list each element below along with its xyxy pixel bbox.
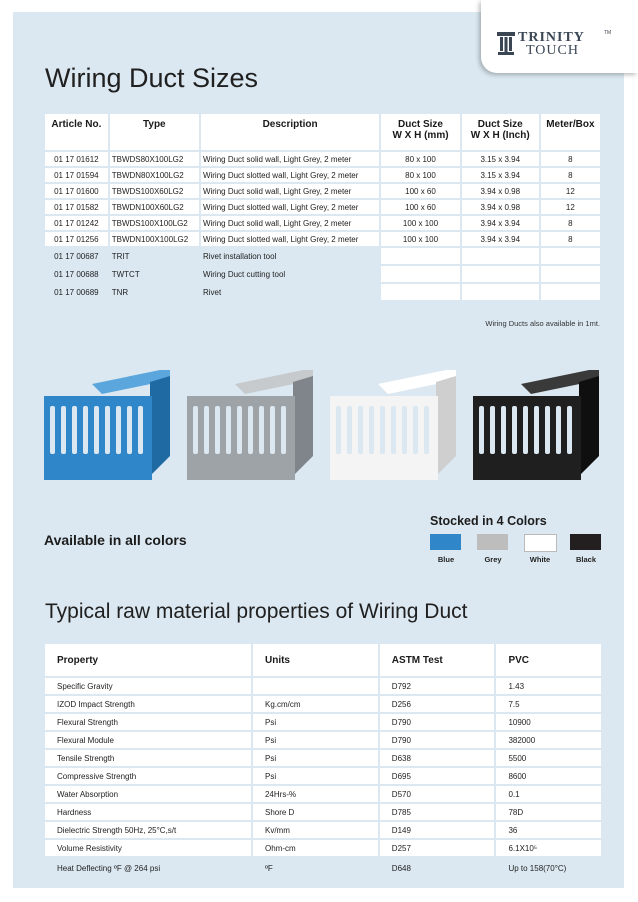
sizes-header-text: W X H (mm) <box>392 130 449 141</box>
brand-line1: TRINITY <box>518 30 585 45</box>
duct-black <box>473 370 599 480</box>
color-swatch-label: Grey <box>484 555 502 564</box>
sizes-cell: Wiring Duct solid wall, Light Grey, 2 meter <box>201 216 379 230</box>
props-row <box>45 822 601 838</box>
props-cell: 24Hrs-% <box>253 786 378 802</box>
trademark: TM <box>604 30 612 36</box>
props-cell: Compressive Strength <box>45 768 251 784</box>
props-cell: Psi <box>253 750 378 766</box>
sizes-table <box>43 112 602 302</box>
sizes-row <box>45 184 600 198</box>
sizes-cell: 01 17 00689 <box>54 287 99 297</box>
sizes-row <box>45 168 600 182</box>
props-cell: Volume Resistivity <box>45 840 251 856</box>
props-cell: ºF <box>264 863 273 873</box>
sizes-cell <box>381 266 459 282</box>
brand-line2: TOUCH <box>526 43 579 58</box>
sizes-cell: 8 <box>541 152 600 166</box>
sizes-cell: 01 17 01242 <box>45 216 108 230</box>
props-header-row <box>45 644 601 676</box>
props-row <box>45 678 601 694</box>
sizes-cell: Wiring Duct slotted wall, Light Grey, 2 meter <box>201 200 379 214</box>
sizes-cell: 3.15 x 3.94 <box>462 152 539 166</box>
sizes-cell <box>541 284 600 300</box>
sizes-row <box>45 248 600 264</box>
color-swatch-white <box>524 534 557 552</box>
color-swatch-label: White <box>529 555 551 564</box>
sizes-cell <box>462 284 539 300</box>
sizes-cell <box>381 284 459 300</box>
props-cell: D792 <box>380 678 495 694</box>
props-cell: Psi <box>253 768 378 784</box>
props-cell: Specific Gravity <box>45 678 251 694</box>
sizes-cell: 01 17 00687 <box>54 251 99 261</box>
sizes-cell: TBWDN80X100LG2 <box>110 168 199 182</box>
props-cell: Kv/mm <box>253 822 378 838</box>
duct-white <box>330 370 456 480</box>
sizes-cell: 80 x 100 <box>381 152 459 166</box>
sizes-header-cell <box>462 114 539 150</box>
sizes-header-text: Meter/Box <box>546 119 595 130</box>
sizes-cell: Wiring Duct solid wall, Light Grey, 2 meter <box>201 152 379 166</box>
sizes-row <box>45 232 600 246</box>
sizes-cell: TRIT <box>111 251 130 261</box>
stocked-colors-heading: Stocked in 4 Colors <box>430 514 547 528</box>
sizes-cell <box>541 266 600 282</box>
props-header-cell: Units <box>253 644 378 676</box>
props-row <box>45 750 601 766</box>
sizes-header-cell <box>110 114 199 150</box>
duct-illustrations <box>30 366 610 496</box>
props-cell: 10900 <box>496 714 601 730</box>
sizes-cell: 8 <box>541 168 600 182</box>
props-cell: Water Absorption <box>45 786 251 802</box>
sizes-header-text: Type <box>143 119 166 130</box>
sizes-cell: TBWDS100X100LG2 <box>110 216 199 230</box>
props-cell: D695 <box>380 768 495 784</box>
sizes-header-cell <box>201 114 379 150</box>
page-title: Wiring Duct Sizes <box>45 63 259 93</box>
sizes-header-text: Duct Size <box>477 119 523 130</box>
sizes-cell: 100 x 60 <box>381 184 459 198</box>
sizes-cell: 01 17 01594 <box>45 168 108 182</box>
sizes-cell: 12 <box>541 184 600 198</box>
props-cell: 78D <box>496 804 601 820</box>
props-cell: Flexural Strength <box>45 714 251 730</box>
props-row <box>45 858 601 878</box>
props-cell: 5500 <box>496 750 601 766</box>
props-row <box>45 696 601 712</box>
sizes-cell: TBWDS100X60LG2 <box>110 184 199 198</box>
sizes-cell: TBWDN100X60LG2 <box>110 200 199 214</box>
sizes-cell <box>462 248 539 264</box>
props-cell: Shore D <box>253 804 378 820</box>
props-cell: 6.1X10⁵ <box>496 840 601 856</box>
props-cell: Psi <box>253 732 378 748</box>
props-cell: D790 <box>380 714 495 730</box>
sizes-cell <box>462 266 539 282</box>
properties-table <box>43 642 603 880</box>
props-cell: 7.5 <box>496 696 601 712</box>
sizes-header-cell <box>381 114 459 150</box>
availability-note: Wiring Ducts also available in 1mt. <box>485 319 600 328</box>
sizes-cell <box>381 248 459 264</box>
props-cell: D638 <box>380 750 495 766</box>
props-cell: IZOD Impact Strength <box>45 696 251 712</box>
sizes-row <box>45 216 600 230</box>
sizes-row <box>45 284 600 300</box>
props-cell <box>253 678 378 694</box>
color-swatch-grey <box>477 534 508 550</box>
props-cell: Hardness <box>45 804 251 820</box>
sizes-cell: TBWDN100X100LG2 <box>110 232 199 246</box>
sizes-cell: Rivet <box>202 287 222 297</box>
props-cell: 382000 <box>496 732 601 748</box>
sizes-cell: 01 17 00688 <box>54 269 99 279</box>
props-row <box>45 714 601 730</box>
sizes-header-text: Duct Size <box>397 119 443 130</box>
props-cell: D257 <box>380 840 495 856</box>
sizes-cell: 01 17 01256 <box>45 232 108 246</box>
sizes-cell: TBWDS80X100LG2 <box>110 152 199 166</box>
sizes-cell: 80 x 100 <box>381 168 459 182</box>
props-cell: D648 <box>391 863 411 873</box>
color-swatch-label: Blue <box>437 555 455 564</box>
props-cell: Kg.cm/cm <box>253 696 378 712</box>
props-row <box>45 840 601 856</box>
props-header-cell: PVC <box>496 644 601 676</box>
sizes-cell: 3.94 x 3.94 <box>462 232 539 246</box>
props-cell: D785 <box>380 804 495 820</box>
sizes-cell: Wiring Duct cutting tool <box>202 269 286 279</box>
props-cell: 36 <box>496 822 601 838</box>
sizes-header-cell <box>45 114 108 150</box>
props-header-cell: ASTM Test <box>380 644 495 676</box>
sizes-row <box>45 266 600 282</box>
sizes-cell: 3.94 x 0.98 <box>462 184 539 198</box>
sizes-cell: Wiring Duct slotted wall, Light Grey, 2 meter <box>201 168 379 182</box>
color-swatch-blue <box>430 534 461 550</box>
sizes-cell: 3.15 x 3.94 <box>462 168 539 182</box>
props-cell: Flexural Module <box>45 732 251 748</box>
sizes-cell: 01 17 01612 <box>45 152 108 166</box>
props-cell: Heat Deflecting ºF @ 264 psi <box>57 863 161 873</box>
sizes-cell: 8 <box>541 232 600 246</box>
props-row <box>45 804 601 820</box>
sizes-header-text: Article No. <box>51 119 102 130</box>
sizes-header-cell <box>541 114 600 150</box>
color-swatch-black <box>570 534 601 550</box>
sizes-header-text: W X H (Inch) <box>470 130 530 141</box>
props-cell: Tensile Strength <box>45 750 251 766</box>
sizes-header-row <box>45 114 600 150</box>
sizes-cell: 12 <box>541 200 600 214</box>
props-cell: 8600 <box>496 768 601 784</box>
props-header-cell: Property <box>45 644 251 676</box>
available-colors-heading: Available in all colors <box>44 532 187 548</box>
props-cell: Dielectric Strength 50Hz, 25°C,s/t <box>45 822 251 838</box>
props-row <box>45 768 601 784</box>
sizes-cell: 3.94 x 0.98 <box>462 200 539 214</box>
sizes-cell: TWTCT <box>111 269 140 279</box>
duct-blue <box>44 370 170 480</box>
props-cell: D790 <box>380 732 495 748</box>
props-cell: D149 <box>380 822 495 838</box>
brand-logo-icon <box>496 31 516 57</box>
sizes-cell: 01 17 01582 <box>45 200 108 214</box>
sizes-cell: Wiring Duct solid wall, Light Grey, 2 meter <box>201 184 379 198</box>
sizes-cell: 3.94 x 3.94 <box>462 216 539 230</box>
sizes-cell <box>541 248 600 264</box>
props-cell: 1.43 <box>496 678 601 694</box>
sizes-row <box>45 152 600 166</box>
sizes-cell: Rivet installation tool <box>202 251 277 261</box>
sizes-cell: 8 <box>541 216 600 230</box>
brand-name <box>518 31 628 57</box>
sizes-cell: Wiring Duct slotted wall, Light Grey, 2 meter <box>201 232 379 246</box>
sizes-cell: TNR <box>111 287 129 297</box>
props-cell: 0.1 <box>496 786 601 802</box>
props-row <box>45 732 601 748</box>
sizes-row <box>45 200 600 214</box>
sizes-cell: 01 17 01600 <box>45 184 108 198</box>
props-cell: Psi <box>253 714 378 730</box>
props-cell: Up to 158(70°C) <box>508 863 567 873</box>
props-cell: Ohm-cm <box>253 840 378 856</box>
sizes-cell: 100 x 60 <box>381 200 459 214</box>
sizes-cell: 100 x 100 <box>381 232 459 246</box>
duct-grey <box>187 370 313 480</box>
props-cell: D256 <box>380 696 495 712</box>
color-swatch-label: Black <box>575 555 596 564</box>
props-row <box>45 786 601 802</box>
props-cell: D570 <box>380 786 495 802</box>
sizes-header-text: Description <box>262 119 318 130</box>
section-title: Typical raw material properties of Wiring Duct <box>45 600 468 623</box>
sizes-cell: 100 x 100 <box>381 216 459 230</box>
